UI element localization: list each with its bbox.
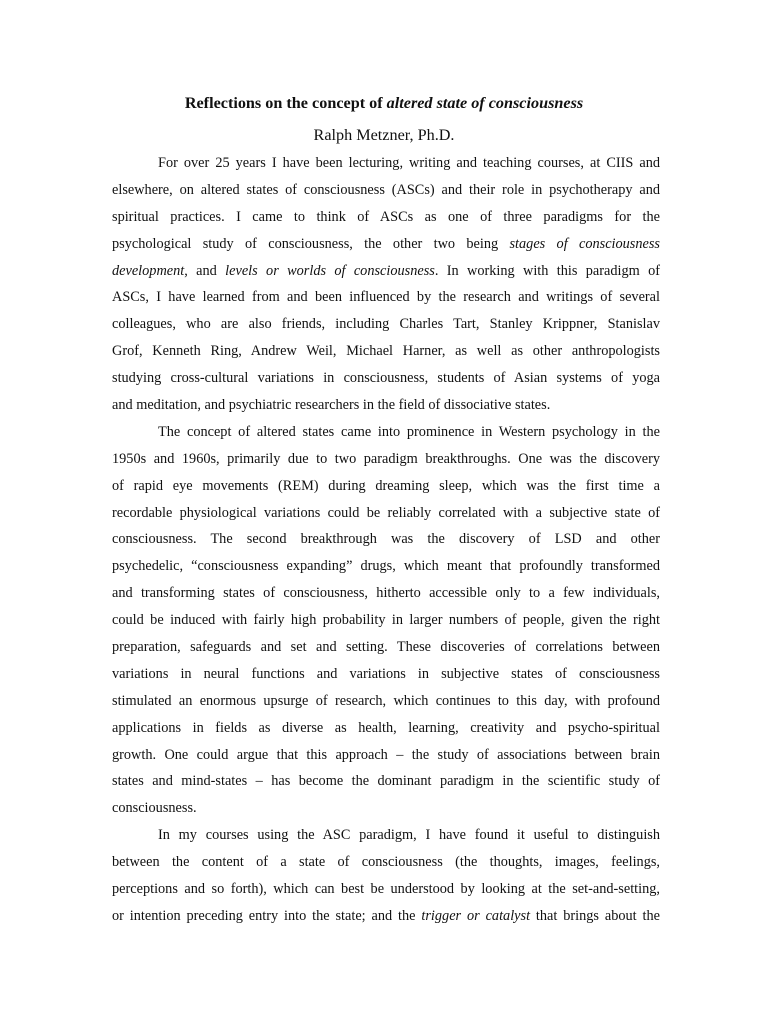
emphasis-text: stages of consciousness [509,235,660,252]
text-line: states and mind-states – has become the dominant paradigm in the scientific study of [112,773,660,790]
text-line: recordable physiological variations could be reliably correlated with a subjective state of [112,504,660,521]
text-span: or intention preceding entry into the state; and the [112,907,422,924]
paper-body [112,150,660,930]
title-emphasis: altered state of consciousness [386,94,584,112]
text-span: that brings about the [530,907,660,924]
paper-author: Ralph Metzner, Ph.D. [313,126,455,144]
text-line: preparation, safeguards and set and setting. These discoveries of correlations between [112,639,660,656]
text-line: 1950s and 1960s, primarily due to two paradigm breakthroughs. One was the discovery [112,450,660,467]
text-line: studying cross-cultural variations in consciousness, students of Asian systems of yoga [112,370,660,387]
text-line: perceptions and so forth), which can best be understood by looking at the set-and-setting, [112,881,660,898]
text-line: of rapid eye movements (REM) during dreaming sleep, which was the first time a [112,477,660,494]
paragraph [112,419,660,822]
text-line: growth. One could argue that this approach – the study of associations between brain [112,746,660,763]
paper-title [0,92,768,114]
text-line: and meditation, and psychiatric researchers in the field of dissociative states. [112,397,551,414]
text-line: applications in fields as diverse as health, learning, creativity and psycho-spiritual [112,719,660,736]
text-line: between the content of a state of consciousness (the thoughts, images, feelings, [112,854,660,871]
text-span: psychological study of consciousness, the other two being [112,235,510,252]
text-line: Grof, Kenneth Ring, Andrew Weil, Michael Harner, as well as other anthropologists [112,343,660,360]
text-line: colleagues, who are also friends, including Charles Tart, Stanley Krippner, Stanislav [112,316,660,333]
text-line [112,903,660,930]
emphasis-text: levels or worlds of consciousness [225,262,435,279]
emphasis-text: trigger or catalyst [421,907,531,924]
text-span: . In working with this paradigm of [434,262,660,279]
title-prefix: Reflections on the concept of [184,94,387,112]
text-line: consciousness. [112,800,197,817]
text-line: could be induced with fairly high probability in larger numbers of people, given the right [112,612,660,629]
text-line: For over 25 years I have been lecturing, writing and teaching courses, at CIIS and [158,155,660,171]
text-line: elsewhere, on altered states of consciousness (ASCs) and their role in psychotherapy and [112,181,660,198]
paragraph [112,150,660,419]
text-span: , and [184,262,226,279]
paragraph [112,822,660,930]
text-line [112,258,660,285]
text-line: spiritual practices. I came to think of ASCs as one of three paradigms for the [112,208,660,225]
text-line: In my courses using the ASC paradigm, I have found it useful to distinguish [158,827,660,844]
text-line [112,231,660,258]
text-line: ASCs, I have learned from and been influenced by the research and writings of several [112,289,660,306]
text-line: and transforming states of consciousness, hitherto accessible only to a few individuals, [112,585,660,602]
text-line: psychedelic, “consciousness expanding” drugs, which meant that profoundly transformed [112,558,660,575]
text-line: consciousness. The second breakthrough was the discovery of LSD and other [112,531,660,548]
emphasis-text: development [112,262,185,279]
text-line: variations in neural functions and variations in subjective states of consciousness [112,665,660,682]
text-line: The concept of altered states came into prominence in Western psychology in the [158,423,660,440]
text-line: stimulated an enormous upsurge of research, which continues to this day, with profound [112,692,660,709]
